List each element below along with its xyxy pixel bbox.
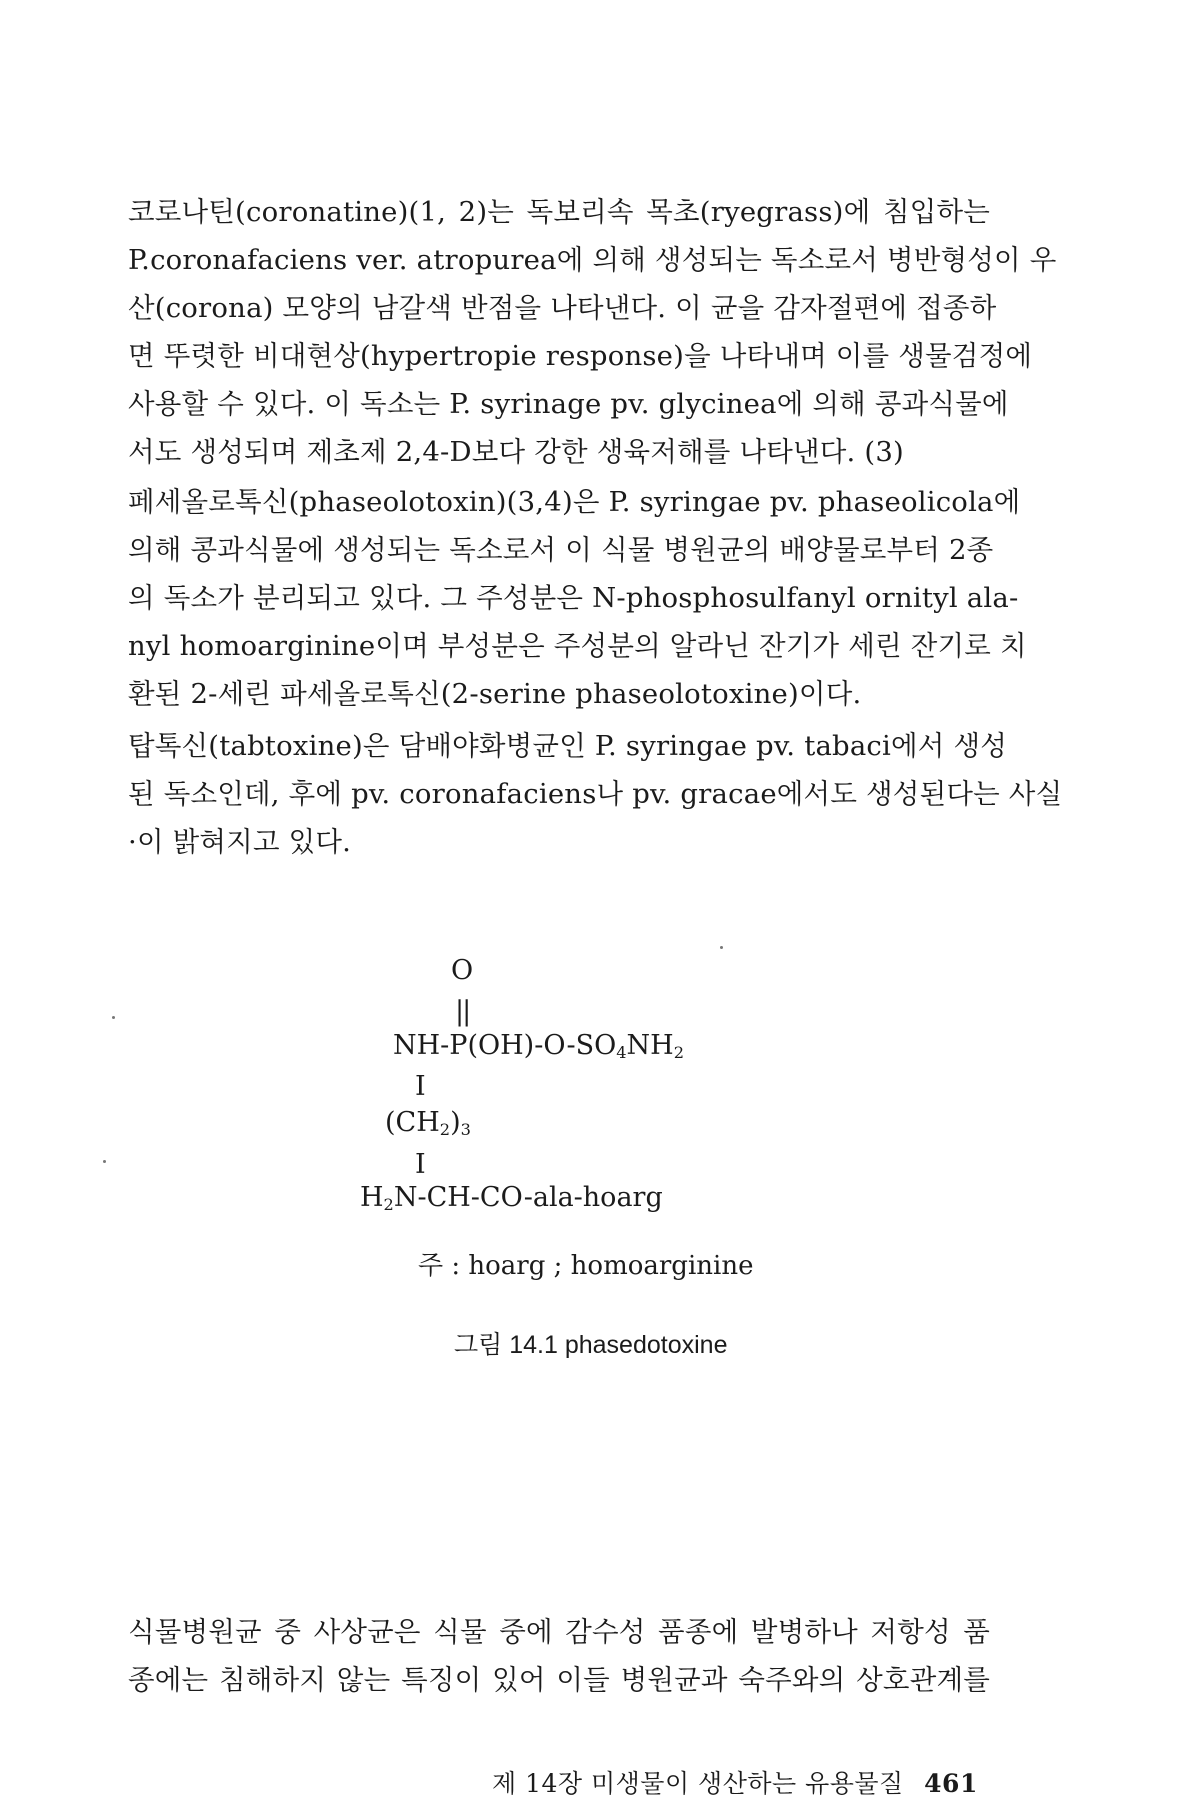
running-head: 제 14장 미생물이 생산하는 유용물질 bbox=[492, 1769, 904, 1798]
running-footer bbox=[492, 1764, 978, 1800]
text-line: 의 독소가 분리되고 있다. 그 주성분은 N-phosphosulfanyl ornityl ala- bbox=[128, 582, 1019, 614]
text-line: 식물병원균 중 사상균은 식물 중에 감수성 품종에 발병하나 저항성 품 bbox=[128, 1616, 990, 1648]
single-bond: I bbox=[415, 1149, 426, 1180]
text-line: 코로나틴(coronatine)(1, 2)는 독보리속 목초(ryegrass)에 침입하는 bbox=[128, 196, 990, 228]
text-line: P.coronafaciens ver. atropurea에 의해 생성되는 독소로서 병반형성이 우 bbox=[128, 244, 1057, 276]
figure-caption: 그림 14.1 phasedotoxine bbox=[454, 1331, 728, 1359]
text-line: 산(corona) 모양의 남갈색 반점을 나타낸다. 이 균을 감자절편에 접종하 bbox=[128, 292, 997, 324]
paragraph-tabtoxine bbox=[128, 722, 1063, 866]
text-line: 페세올로톡신(phaseolotoxin)(3,4)은 P. syringae pv. phaseolicola에 bbox=[128, 486, 1021, 518]
oxygen-atom: O bbox=[451, 955, 474, 986]
text-line: 탑톡신(tabtoxine)은 담배야화병균인 P. syringae pv. tabaci에서 생성 bbox=[128, 730, 1008, 762]
scan-speck bbox=[112, 1016, 115, 1019]
formula-row-2: $(CH_2)_3$ bbox=[385, 1107, 471, 1140]
paragraph-phaseolotoxin bbox=[128, 478, 1027, 718]
single-bond: I bbox=[415, 1071, 426, 1102]
text-line: ·이 밝혀지고 있다. bbox=[128, 826, 352, 858]
figure-note: 주 : hoarg ; homoarginine bbox=[418, 1251, 754, 1281]
paragraph-fungi bbox=[128, 1608, 990, 1704]
paragraph-coronatine bbox=[128, 188, 1057, 476]
formula-row-3: $H_2N-CH-CO-ala$-hoarg bbox=[360, 1182, 663, 1215]
text-line: 된 독소인데, 후에 pv. coronafaciens나 pv. gracae에서도 생성된다는 사실 bbox=[128, 778, 1063, 810]
scan-speck bbox=[103, 1160, 106, 1163]
scan-speck bbox=[720, 946, 723, 949]
double-bond: || bbox=[455, 996, 470, 1027]
text-line: 의해 콩과식물에 생성되는 독소로서 이 식물 병원균의 배양물로부터 2종 bbox=[128, 534, 994, 566]
text-line: 종에는 침해하지 않는 특징이 있어 이들 병원균과 숙주와의 상호관계를 bbox=[128, 1664, 990, 1696]
page-number: 461 bbox=[924, 1769, 978, 1798]
text-line: nyl homoarginine이며 부성분은 주성분의 알라닌 잔기가 세린 잔기로 치 bbox=[128, 630, 1027, 662]
text-line: 서도 생성되며 제초제 2,4-D보다 강한 생육저해를 나타낸다. (3) bbox=[128, 436, 904, 468]
text-line: 면 뚜렷한 비대현상(hypertropie response)을 나타내며 이를 생물검정에 bbox=[128, 340, 1033, 372]
formula-row-1: $NH-P(OH)-O-SO_4NH_2$ bbox=[393, 1030, 685, 1063]
text-line: 사용할 수 있다. 이 독소는 P. syrinage pv. glycinea에 의해 콩과식물에 bbox=[128, 388, 1009, 420]
text-line: 환된 2-세린 파세올로톡신(2-serine phaseolotoxine)이다. bbox=[128, 678, 862, 710]
